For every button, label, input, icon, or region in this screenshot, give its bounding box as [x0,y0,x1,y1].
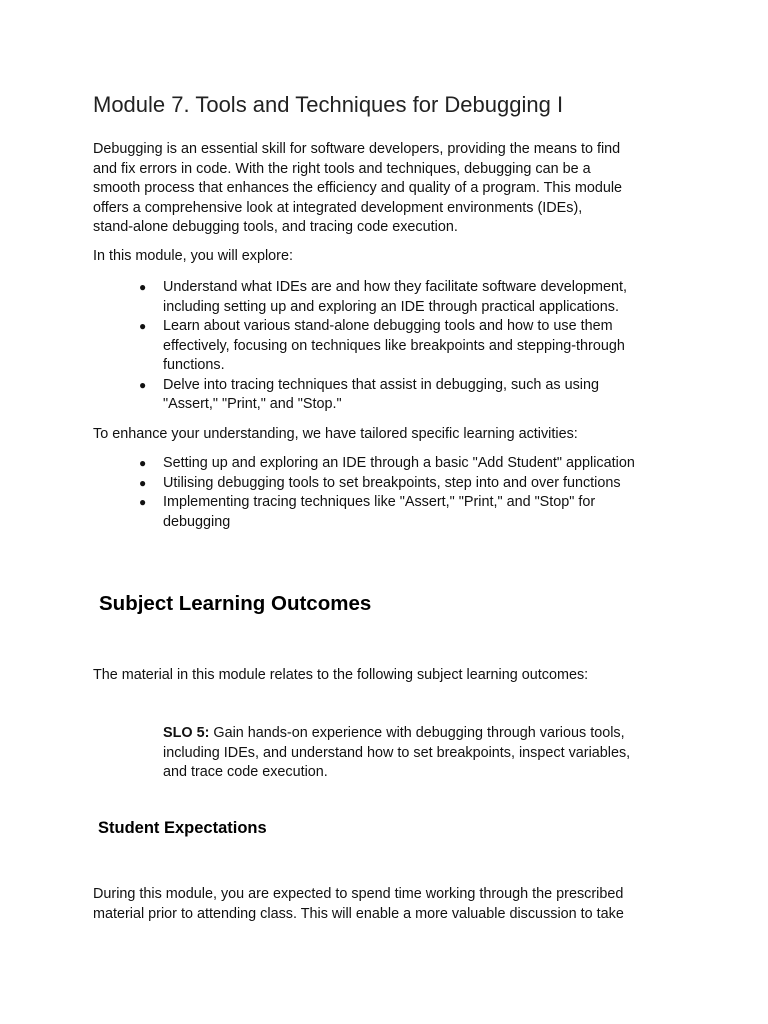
intro-paragraph [93,140,622,238]
list-item: ● Utilising debugging tools to set breakpoints, step into and over functions [135,474,635,494]
explore-list [135,278,627,415]
list-item: ● Understand what IDEs are and how they facilitate software development, including setting up and exploring an IDE through practical applications. [139,279,627,315]
intro-line: offers a comprehensive look at integrated development environments (IDEs), [93,199,583,216]
section-heading-expectations: Student Expectations [98,819,267,837]
intro-line: and fix errors in code. With the right tools and techniques, debugging can be a [93,160,591,177]
bullet-icon: ● [139,319,147,333]
slo-text: and trace code execution. [163,764,328,780]
slo-block [163,724,630,783]
explore-lead: In this module, you will explore: [93,248,293,264]
outcomes-lead: The material in this module relates to the following subject learning outcomes: [93,667,589,683]
intro-line: smooth process that enhances the efficiency and quality of a program. This module [93,180,623,196]
bullet-icon: ● [139,495,147,509]
expectations-paragraph [93,885,624,924]
slo-text: including IDEs, and understand how to set breakpoints, inspect variables, [163,744,631,761]
bullet-icon: ● [139,280,147,294]
slo-text: Gain hands-on experience with debugging through various tools, [209,725,625,741]
activities-list [135,454,635,532]
expectations-line: material prior to attending class. This will enable a more valuable discussion to take [93,905,624,922]
expectations-line: During this module, you are expected to spend time working through the prescribed [93,886,624,902]
section-heading-outcomes: Subject Learning Outcomes [99,592,372,615]
bullet-icon: ● [139,377,147,392]
activities-lead: To enhance your understanding, we have tailored specific learning activities: [93,426,578,442]
intro-line: Debugging is an essential skill for software developers, providing the means to find [93,141,621,157]
list-item: ● Delve into tracing techniques that assist in debugging, such as using "Assert," "Print," and "Stop." [139,376,599,412]
list-item: ● Setting up and exploring an IDE through a basic "Add Student" application [135,454,635,474]
bullet-icon: ● [139,456,147,470]
page-title: Module 7. Tools and Techniques for Debugging I [93,92,564,117]
list-item: ● Implementing tracing techniques like "Assert," "Print," and "Stop" for debugging [139,494,596,530]
list-item: ● Learn about various stand-alone debugging tools and how to use them effectively, focusing on techniques like breakpoints and stepping-through functions. [139,318,625,373]
intro-line: stand-alone debugging tools, and tracing code execution. [93,219,458,235]
bullet-icon: ● [139,475,147,490]
slo-label: SLO 5: [163,725,210,741]
